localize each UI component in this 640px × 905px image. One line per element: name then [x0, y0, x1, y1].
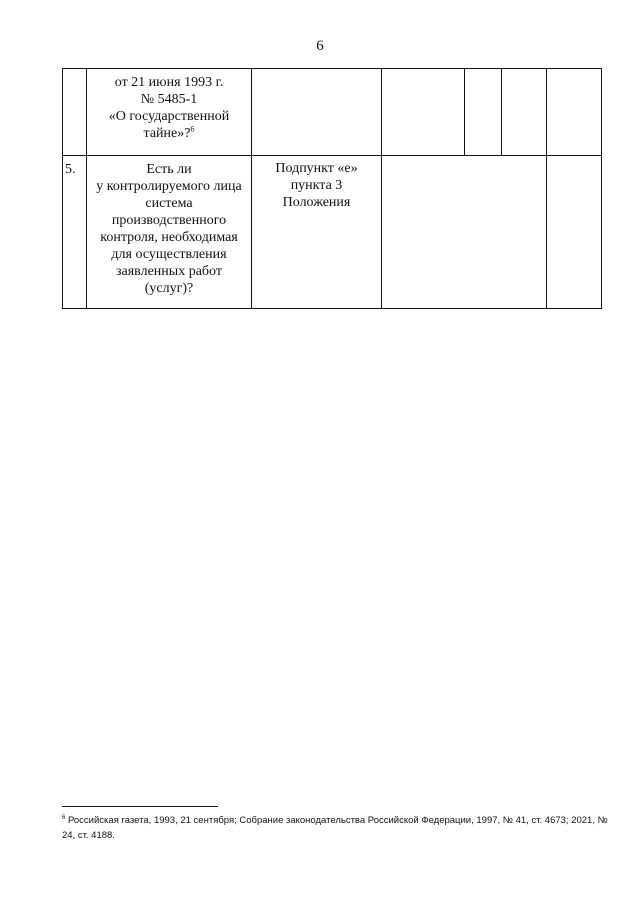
- question-line: у контролируемого лица: [96, 179, 242, 194]
- page-number: 6: [316, 38, 324, 54]
- checklist-table: [62, 68, 602, 309]
- question-cell: [87, 69, 252, 156]
- answer-na-cell: [502, 69, 547, 156]
- notes-cell: [547, 69, 602, 156]
- answer-yes-cell: [382, 69, 465, 156]
- question-line: система: [145, 196, 193, 211]
- question-cell: [87, 156, 252, 309]
- basis-line: Подпункт «е»: [275, 161, 358, 176]
- question-line: № 5485-1: [140, 92, 198, 107]
- table-row: [63, 69, 602, 156]
- question-line: Есть ли: [146, 162, 192, 177]
- question-line: контроля, необходимая: [100, 230, 238, 245]
- table-row: [63, 156, 602, 309]
- footnote-text: Российская газета, 1993, 21 сентября; Собрание законодательства Российской Федерации, 1997, № 41, ст. 4673; 2021, № 24, ст. 4188.: [62, 815, 608, 841]
- basis-line: пункта 3: [290, 178, 343, 193]
- basis-line: Положения: [282, 195, 351, 210]
- question-line: тайне»?$^6$: [143, 124, 195, 141]
- footnote-divider: [62, 806, 218, 807]
- answer-no-cell: [465, 69, 502, 156]
- basis-cell: [252, 156, 382, 309]
- answer-merged-cell: [382, 156, 547, 309]
- row-number: [63, 69, 87, 156]
- question-line: производственного: [111, 213, 227, 228]
- basis-cell: [252, 69, 382, 156]
- footnote-marker: 6: [62, 814, 66, 821]
- row-number: 5.: [63, 156, 87, 309]
- question-line: «О государственной: [108, 109, 230, 124]
- question-line: заявленных работ: [116, 264, 222, 279]
- notes-cell: [547, 156, 602, 309]
- question-line: от 21 июня 1993 г.: [114, 75, 224, 90]
- question-line: (услуг)?: [144, 281, 194, 296]
- footnote-ref: 6: [190, 124, 195, 134]
- footnote: [62, 813, 612, 843]
- question-line: для осуществления: [111, 247, 227, 262]
